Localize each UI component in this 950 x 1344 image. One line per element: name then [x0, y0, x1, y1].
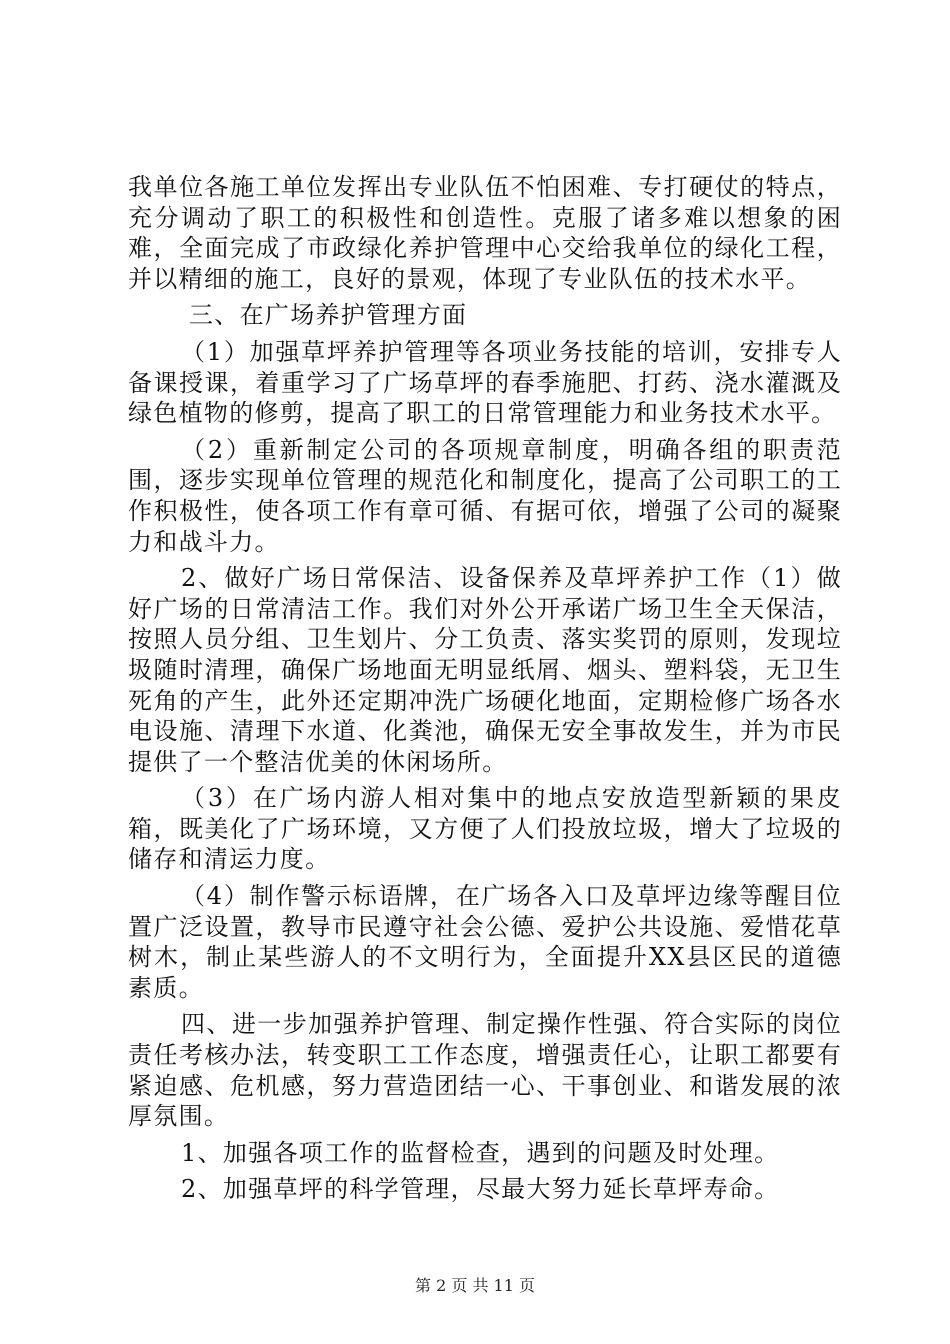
paragraph-item-3: （3）在广场内游人相对集中的地点安放造型新颖的果皮箱，既美化了广场环境，又方便了人们投放垃圾，增大了垃圾的储存和清运力度。	[128, 784, 842, 874]
section-heading-4: 四、进一步加强养护管理、制定操作性强、符合实际的岗位责任考核办法，转变职工工作态度，增强责任心，让职工都要有紧迫感、危机感，努力营造团结一心、干事创业、和谐发展的浓厚氛围。	[128, 1010, 842, 1131]
document-body	[128, 172, 842, 1211]
paragraph-item-4: （4）制作警示标语牌，在广场各入口及草坪边缘等醒目位置广泛设置，教导市民遵守社会公德、爱护公共设施、爱惜花草树木，制止某些游人的不文明行为，全面提升XX县区民的道德素质。	[128, 882, 842, 1002]
paragraph-item-1: （1）加强草坪养护管理等各项业务技能的培训，安排专人备课授课，着重学习了广场草坪的春季施肥、打药、浇水灌溉及绿色植物的修剪，提高了职工的日常管理能力和业务技术水平。	[128, 337, 842, 428]
page-number-footer: 第 2 页 共 11 页	[415, 1276, 535, 1295]
paragraph-continuation: 我单位各施工单位发挥出专业队伍不怕困难、专打硬仗的特点，充分调动了职工的积极性和创造性。克服了诸多难以想象的困难，全面完成了市政绿化养护管理中心交给我单位的绿化工程，并以精细的施工，良好的景观，体现了专业队伍的技术水平。	[128, 173, 842, 293]
paragraph-point-2: 2、加强草坪的科学管理，尽最大努力延长草坪寿命。	[181, 1175, 780, 1204]
paragraph-item-2: （2）重新制定公司的各项规章制度，明确各组的职责范围，逐步实现单位管理的规范化和制度化，提高了公司职工的工作积极性，使各项工作有章可循、有据可依，增强了公司的凝聚力和战斗力。	[128, 435, 842, 556]
paragraph-point-1: 1、加强各项工作的监督检查，遇到的问题及时处理。	[181, 1138, 780, 1167]
section-heading-3: 三、在广场养护管理方面	[189, 301, 468, 330]
paragraph-section-2: 2、做好广场日常保洁、设备保养及草坪养护工作（1）做好广场的日常清洁工作。我们对外公开承诺广场卫生全天保洁，按照人员分组、卫生划片、分工负责、落实奖罚的原则，发现垃圾随时清理，确保广场地面无明显纸屑、烟头、塑料袋，无卫生死角的产生，此外还定期冲洗广场硬化地面，定期检修广场各水电设施、清理下水道、化粪池，确保无安全事故发生，并为市民提供了一个整洁优美的休闲场所。	[128, 564, 842, 776]
